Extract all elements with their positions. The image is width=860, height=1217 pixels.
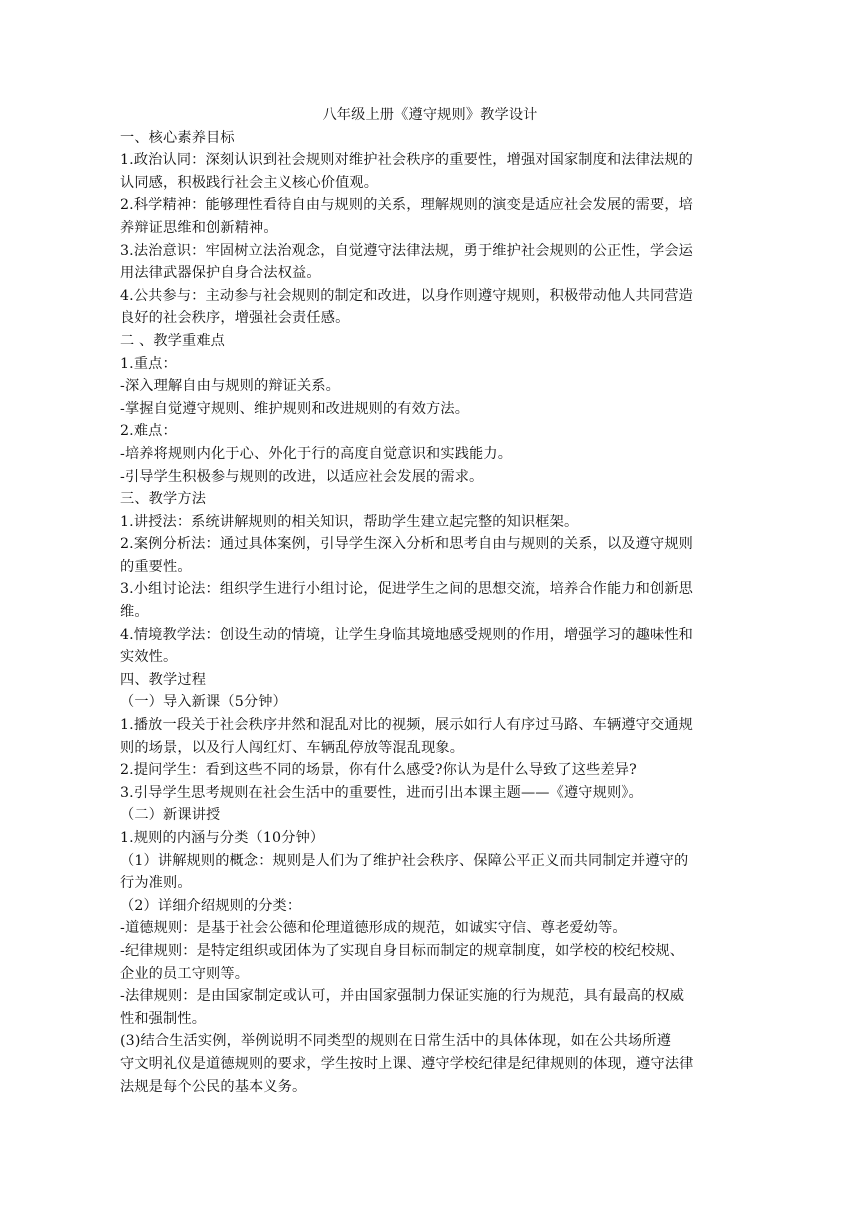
- text-line: 良好的社会秩序，增强社会责任感。: [120, 310, 350, 327]
- text-line: 企业的员工守则等。: [120, 965, 250, 982]
- text-line: 1.讲授法：系统讲解规则的相关知识，帮助学生建立起完整的知识框架。: [120, 513, 579, 530]
- heading-key-points: 二 、教学重难点: [120, 332, 226, 349]
- heading-core-goals: 一、核心素养目标: [120, 129, 235, 146]
- text-line: 1.政治认同：深刻认识到社会规则对维护社会秩序的重要性，增强对国家制度和法律法规的: [120, 152, 694, 169]
- text-line: 1.播放一段关于社会秩序井然和混乱对比的视频，展示如行人有序过马路、车辆遵守交通规: [120, 717, 694, 734]
- text-line: （2）详细介绍规则的分类：: [120, 897, 302, 914]
- text-line: 4.情境教学法：创设生动的情境，让学生身临其境地感受规则的作用，增强学习的趣味性和: [120, 626, 694, 643]
- document-lines: [120, 127, 740, 1099]
- text-line: -掌握自觉遵守规则、维护规则和改进规则的有效方法。: [120, 400, 470, 417]
- heading-methods: 三、教学方法: [120, 491, 207, 508]
- text-line: 行为准则。: [120, 875, 192, 892]
- text-line: 养辩证思维和创新精神。: [120, 219, 278, 236]
- text-line: 则的场景，以及行人闯红灯、车辆乱停放等混乱现象。: [120, 739, 465, 756]
- text-line: 3.小组讨论法：组织学生进行小组讨论，促进学生之间的思想交流，培养合作能力和创新思: [120, 581, 694, 598]
- text-line: 2.案例分析法：通过具体案例，引导学生深入分析和思考自由与规则的关系，以及遵守规则: [120, 536, 694, 553]
- text-line: 法规是每个公民的基本义务。: [120, 1078, 307, 1095]
- heading-process: 四、教学过程: [120, 671, 207, 688]
- text-line: -培养将规则内化于心、外化于行的高度自觉意识和实践能力。: [120, 445, 513, 462]
- text-line: 2.科学精神：能够理性看待自由与规则的关系，理解规则的演变是适应社会发展的需要，培: [120, 197, 694, 214]
- subheading-intro: （一）导入新课（5分钟）: [120, 694, 287, 711]
- text-line: 用法律武器保护自身合法权益。: [120, 265, 321, 282]
- text-line: 1.规则的内涵与分类（10分钟）: [120, 830, 325, 846]
- text-line: -纪律规则：是特定组织或团体为了实现自身目标而制定的规章制度，如学校的校纪校规、: [120, 942, 685, 959]
- text-line: 4.公共参与：主动参与社会规则的制定和改进，以身作则遵守规则，积极带动他人共同营造: [120, 287, 694, 304]
- text-line: -法律规则：是由国家制定或认可，并由国家强制力保证实施的行为规范，具有最高的权威: [120, 988, 685, 1005]
- text-line: 3.引导学生思考规则在社会生活中的重要性，进而引出本课主题——《遵守规则》。: [120, 784, 643, 801]
- document-title: 八年级上册《遵守规则》教学设计: [322, 107, 538, 123]
- text-line: 2.难点：: [120, 423, 177, 440]
- text-line: 认同感，积极践行社会主义核心价值观。: [120, 174, 379, 191]
- text-line: 性和强制性。: [120, 1010, 207, 1027]
- text-line: 的重要性。: [120, 558, 192, 575]
- text-line: （1）讲解规则的概念：规则是人们为了维护社会秩序、保障公平正义而共同制定并遵守的: [120, 852, 689, 869]
- text-line: 守文明礼仪是道德规则的要求，学生按时上课、遵守学校纪律是纪律规则的体现，遵守法律: [120, 1055, 694, 1072]
- document-body: [120, 104, 740, 1098]
- text-line: -深入理解自由与规则的辩证关系。: [120, 378, 341, 395]
- text-line: 1.重点：: [120, 355, 177, 372]
- text-line: 2.提问学生：看到这些不同的场景，你有什么感受?你认为是什么导致了这些差异?: [120, 762, 637, 779]
- subheading-new-lesson: （二）新课讲授: [120, 807, 221, 824]
- text-line: -道德规则：是基于社会公德和伦理道德形成的规范，如诚实守信、尊老爱幼等。: [120, 920, 627, 937]
- text-line: 维。: [120, 604, 149, 621]
- text-line: 3.法治意识：牢固树立法治观念，自觉遵守法律法规，勇于维护社会规则的公正性，学会运: [120, 242, 694, 259]
- text-line: (3)结合生活实例，举例说明不同类型的规则在日常生活中的具体体现，如在公共场所遵: [120, 1033, 672, 1050]
- text-line: 实效性。: [120, 649, 178, 666]
- text-line: -引导学生积极参与规则的改进，以适应社会发展的需求。: [120, 468, 484, 485]
